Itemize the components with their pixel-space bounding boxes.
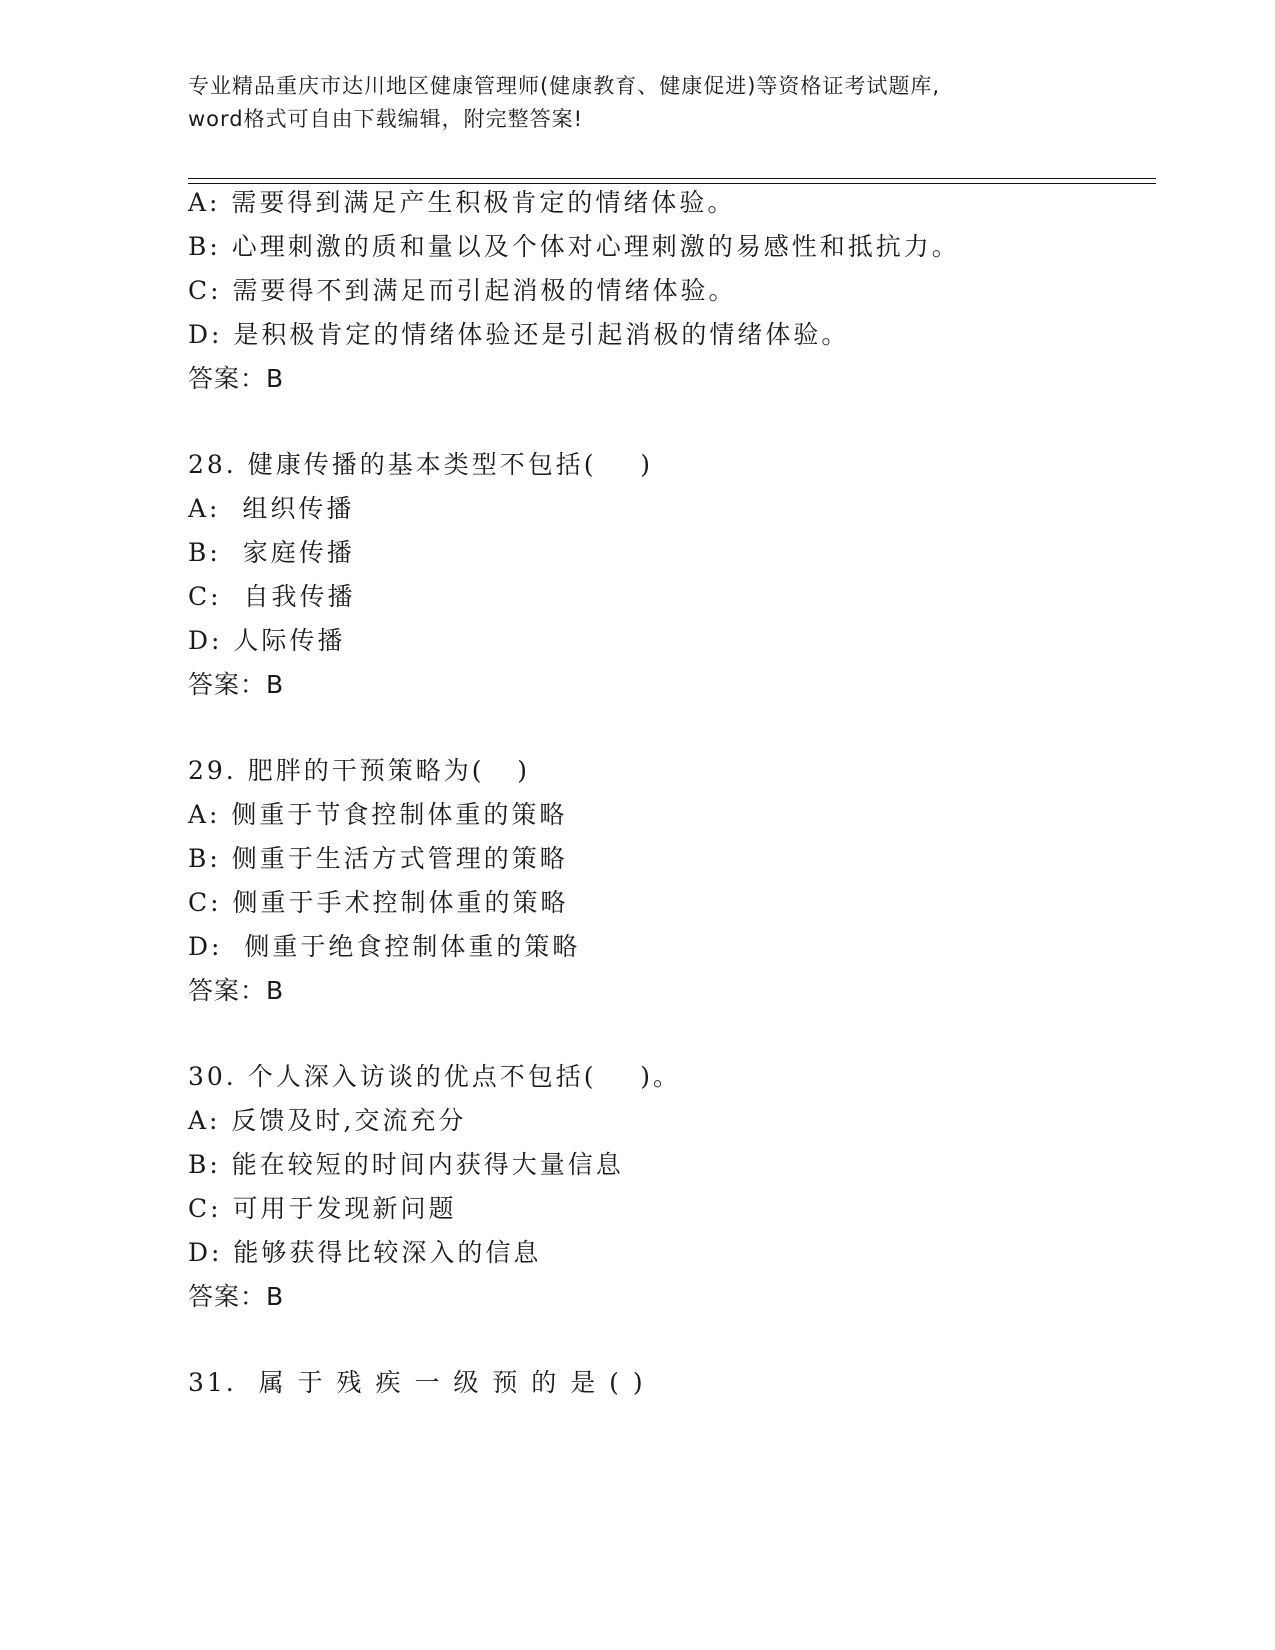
q29-option-b: B: 侧重于生活方式管理的策略 <box>188 844 568 873</box>
q30-option-b: B: 能在较短的时间内获得大量信息 <box>188 1150 624 1179</box>
q30-stem: 30. 个人深入访谈的优点不包括( )。 <box>188 1062 682 1091</box>
q30-option-c: C: 可用于发现新问题 <box>188 1194 457 1223</box>
q27-option-d: D: 是积极肯定的情绪体验还是引起消极的情绪体验。 <box>188 320 850 349</box>
q30-answer: 答案：B <box>188 1282 285 1311</box>
q28-option-c: C: 自我传播 <box>188 582 356 611</box>
header-divider-bottom <box>188 183 1156 184</box>
q31-stem: 31. 属 于 残 疾 一 级 预 的 是 ( ) <box>188 1368 646 1397</box>
q28-answer: 答案：B <box>188 670 285 699</box>
q30-option-d: D: 能够获得比较深入的信息 <box>188 1238 542 1267</box>
q29-option-c: C: 侧重于手术控制体重的策略 <box>188 888 569 917</box>
q28-option-b: B: 家庭传播 <box>188 538 355 567</box>
q27-answer: 答案：B <box>188 364 285 393</box>
q27-option-b: B: 心理刺激的质和量以及个体对心理刺激的易感性和抵抗力。 <box>188 232 960 261</box>
q29-option-a: A: 侧重于节食控制体重的策略 <box>188 800 568 829</box>
document-header <box>188 70 1088 136</box>
q29-stem: 29. 肥胖的干预策略为( ) <box>188 756 531 785</box>
q29-option-d: D: 侧重于绝食控制体重的策略 <box>188 932 581 961</box>
header-line-1: 专业精品重庆市达川地区健康管理师(健康教育、健康促进)等资格证考试题库, <box>188 74 941 98</box>
q28-stem: 28. 健康传播的基本类型不包括( ) <box>188 450 654 479</box>
q27-option-a: A: 需要得到满足产生积极肯定的情绪体验。 <box>188 188 736 217</box>
q29-answer: 答案：B <box>188 976 285 1005</box>
q27-option-c: C: 需要得不到满足而引起消极的情绪体验。 <box>188 276 737 305</box>
q30-option-a: A: 反馈及时,交流充分 <box>188 1106 467 1135</box>
header-line-2: word格式可自由下载编辑，附完整答案! <box>188 107 584 131</box>
q28-option-a: A: 组织传播 <box>188 494 355 523</box>
q28-option-d: D: 人际传播 <box>188 626 346 655</box>
header-divider-top <box>188 178 1156 179</box>
